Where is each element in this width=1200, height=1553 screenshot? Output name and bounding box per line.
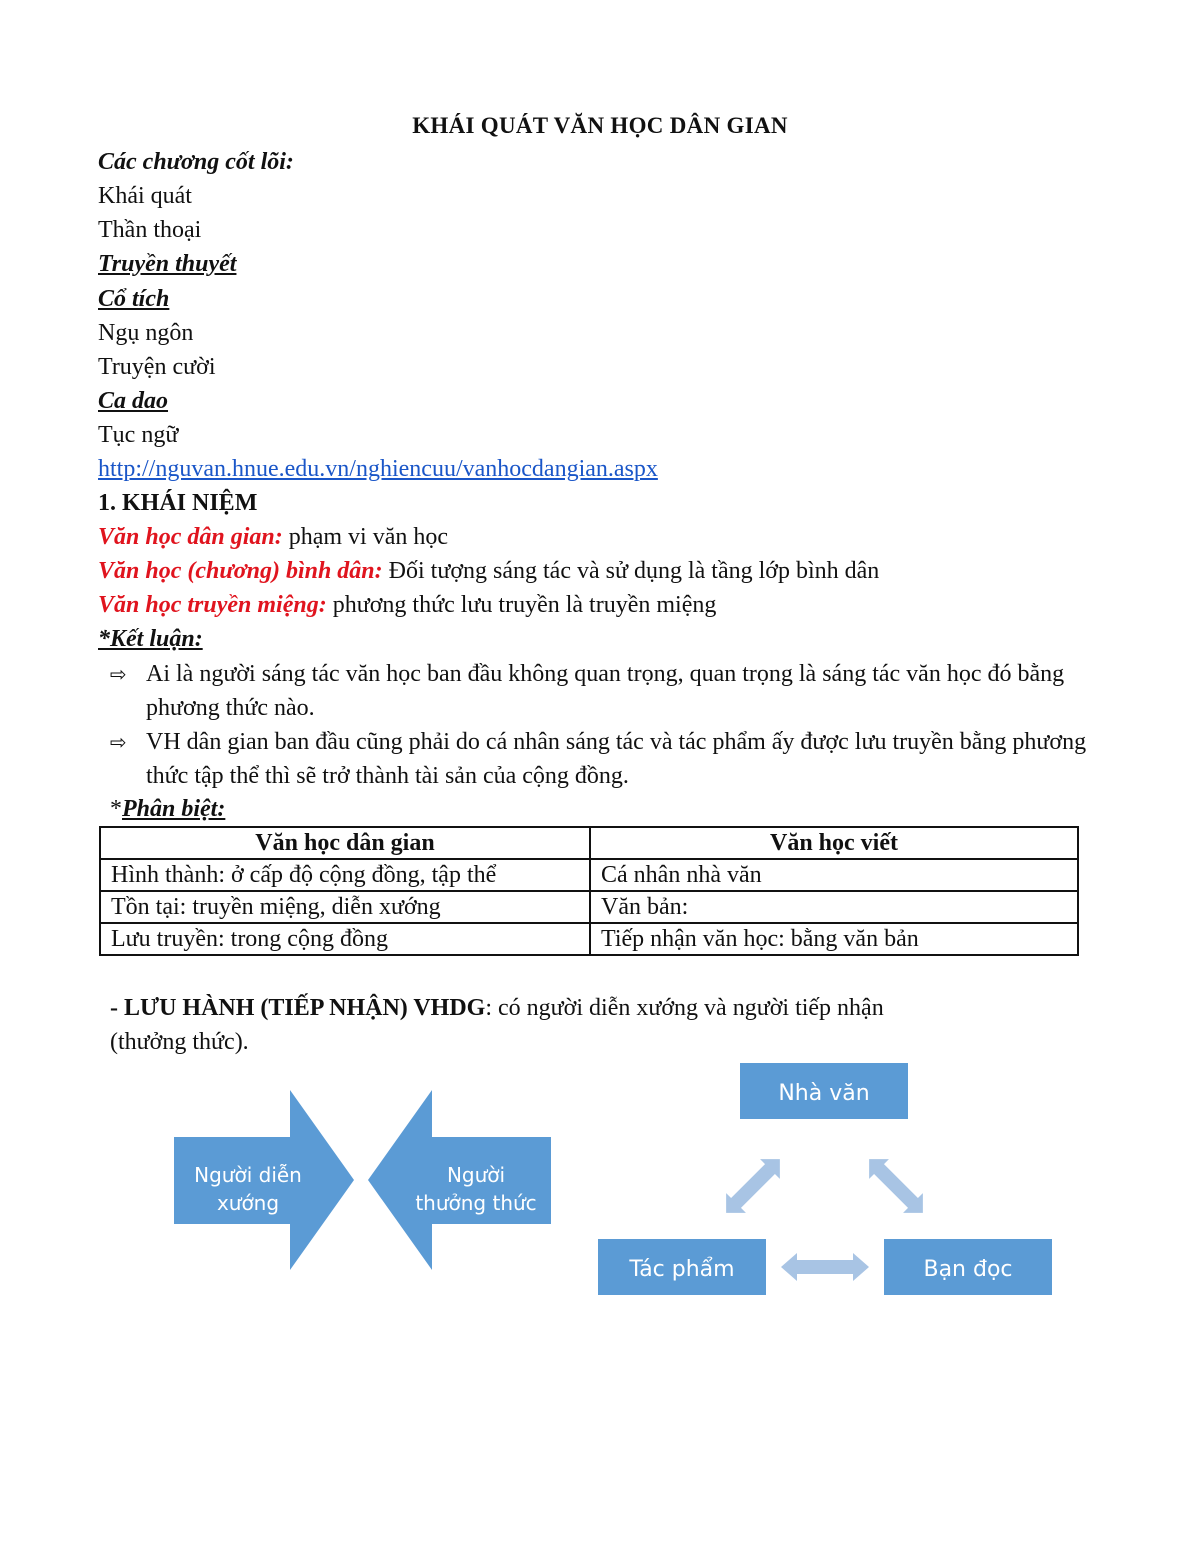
conclusion-heading: *Kết luận: xyxy=(98,626,203,652)
chapter-item-emphasized: Cổ tích xyxy=(98,286,170,312)
circulation-text: : có người diễn xướng và người tiếp nhận xyxy=(485,995,884,1021)
table-cell: Hình thành: ở cấp độ cộng đồng, tập thể xyxy=(100,859,590,891)
reference-link[interactable]: http://nguvan.hnue.edu.vn/nghiencuu/vanhocdangian.aspx xyxy=(98,456,658,482)
writer-reader-arrow xyxy=(859,1149,933,1223)
performer-label-line1: Người diễn xyxy=(194,1163,302,1187)
section-heading: 1. KHÁI NIỆM xyxy=(98,490,258,516)
definition-term: Văn học (chương) bình dân: xyxy=(98,558,383,584)
table-row xyxy=(100,891,1078,923)
distinguish-heading: Phân biệt: xyxy=(122,796,226,822)
chapter-item: Thần thoại xyxy=(98,217,202,243)
definition-text: Đối tượng sáng tác và sử dụng là tầng lớp bình dân xyxy=(382,558,880,584)
conclusion-text: VH dân gian ban đầu cũng phải do cá nhân sáng tác và tác phẩm ấy được lưu truyền bằng phương thức tập thể thì sẽ trở thành tài sản của cộng đồng. xyxy=(146,729,1087,789)
page-title: KHÁI QUÁT VĂN HỌC DÂN GIAN xyxy=(412,113,788,138)
performer-label-line2: xướng xyxy=(216,1191,280,1215)
table-row xyxy=(100,859,1078,891)
chapter-item-emphasized: Ca dao xyxy=(98,388,169,414)
definition-row xyxy=(98,555,879,587)
writer-label: Nhà văn xyxy=(778,1081,870,1106)
table-header: Văn học dân gian xyxy=(100,827,590,859)
arrow-bullet-icon: ⇨ xyxy=(110,730,127,754)
table-cell: Cá nhân nhà văn xyxy=(590,859,1078,891)
chapter-item-emphasized: Truyền thuyết xyxy=(98,251,237,277)
table-header-row xyxy=(100,827,1078,859)
work-label: Tác phẩm xyxy=(629,1257,735,1282)
audience-label-line2: thưởng thức xyxy=(415,1191,537,1215)
circulation-heading: - LƯU HÀNH (TIẾP NHẬN) VHDG xyxy=(110,995,486,1021)
literary-cycle-diagram xyxy=(590,1058,1060,1303)
definition-row xyxy=(98,589,716,621)
definition-term: Văn học dân gian: xyxy=(98,524,283,550)
definition-term: Văn học truyền miệng: xyxy=(98,592,327,618)
conclusion-item xyxy=(110,725,1100,793)
table-cell: Văn bản: xyxy=(590,891,1078,923)
core-chapters-heading: Các chương cốt lõi: xyxy=(98,149,294,175)
arrow-bullet-icon: ⇨ xyxy=(110,662,127,686)
work-reader-arrow xyxy=(781,1253,869,1281)
definition-text: phạm vi văn học xyxy=(282,524,449,550)
writer-work-arrow xyxy=(716,1149,790,1223)
chapter-item: Tục ngữ xyxy=(98,422,179,448)
reader-label: Bạn đọc xyxy=(923,1257,1013,1282)
definition-row xyxy=(98,521,448,553)
table-cell: Lưu truyền: trong cộng đồng xyxy=(100,923,590,955)
audience-label-line1: Người xyxy=(446,1163,506,1187)
circulation-row xyxy=(110,992,884,1024)
distinguish-prefix: * xyxy=(110,796,122,822)
circulation-text-continued: (thưởng thức). xyxy=(110,1029,249,1055)
chapter-item: Khái quát xyxy=(98,183,192,209)
comparison-table xyxy=(99,826,1079,956)
table-cell: Tồn tại: truyền miệng, diễn xướng xyxy=(100,891,590,923)
conclusion-item xyxy=(110,657,1100,725)
chapter-item: Ngụ ngôn xyxy=(98,320,194,346)
table-header: Văn học viết xyxy=(590,827,1078,859)
definition-text: phương thức lưu truyền là truyền miệng xyxy=(326,592,717,618)
table-row xyxy=(100,923,1078,955)
chapter-item: Truyện cười xyxy=(98,354,216,380)
distinguish-heading-row xyxy=(110,793,225,825)
performer-audience-diagram xyxy=(170,1088,560,1273)
conclusion-text: Ai là người sáng tác văn học ban đầu không quan trọng, quan trọng là sáng tác văn học đó bằng phương thức nào. xyxy=(146,661,1065,721)
table-cell: Tiếp nhận văn học: bằng văn bản xyxy=(590,923,1078,955)
